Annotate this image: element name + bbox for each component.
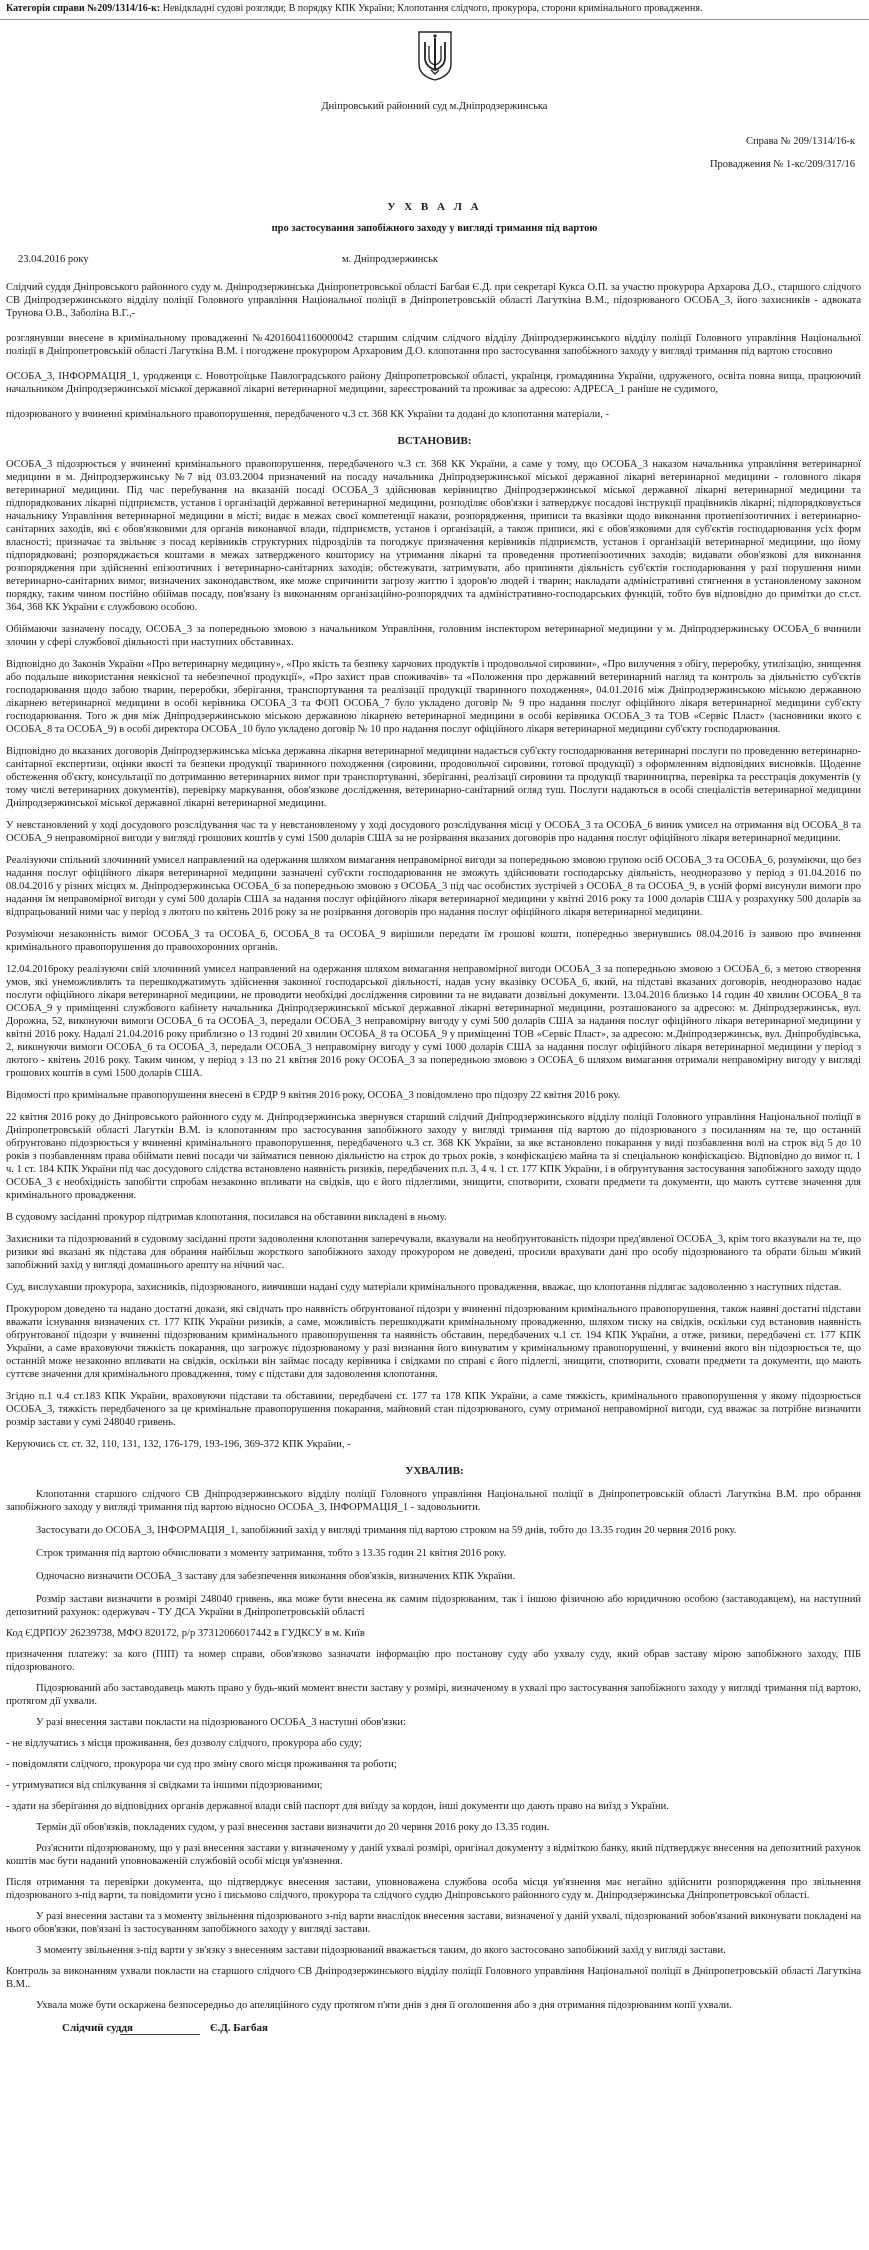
signature-name: Є.Д. Багбая — [210, 2022, 268, 2034]
body-paragraph: Розуміючи незаконність вимог ОСОБА_3 та ОСОБА_6, ОСОБА_8 та ОСОБА_9 вирішили передати їм грошові кошти, попередньо звернувшись 08.04.2016 із заявою про вчинення кримінального правопорушення до правоохоронних органів. — [6, 929, 861, 953]
intro-paragraph: Слідчий суддя Дніпровського районного суду м. Дніпродзержинська Дніпропетровської області Багбая Є.Д. при секретарі Кукса О.П. за участю прокурора Архарова Д.О., старшого слідчого СВ Дніпродзержинського відділу поліції Головного управління Національної поліції в Дніпропетровській області Лагуткіна В.М., підозрюваного ОСОБА_3, його захисників - адвоката Трунова О.В., Заболіна В.Г.,- — [6, 282, 861, 319]
signature-line — [120, 2034, 200, 2035]
body-paragraph: ОСОБА_3 підозрюється у вчиненні кримінального правопорушення, передбаченого ч.3 ст. 368 КК України, а саме у тому, що ОСОБА_3 наказом начальника управління ветеринарної медицини в м. Дніпродзержинську №7 від 03.03.2004 призначений на посаду начальника Дніпродзержинської міської державної лікарні ветеринарної медицини - головного лікаря ветеринарної медицини. Під час перебування на вказаній посаді ОСОБА_3 здійснював керівництво Дніпродзержинської міської державної лікарні ветеринарної медицини та підпорядкованих лікарні підприємств, установ і організацій державної ветеринарної медицини, розподіляє обов'язки і затверджує посадові інструкції працівників лікарні; підпорядковується начальнику Управління ветеринарної медицини в місті; видає в межах своєї компетенції накази, розпорядження, приписи та вказівки щодо виконання протиепізоотичних і ветеринарно-санітарних заходів, які є обов'язковими для органів виконавчої влади, підприємств, установ і організацій, а також приписи, які є обов'язковими для суб'єктів господарювання усіх форм власності; призначає та звільняє з посад керівників структурних підрозділів та погоджує призначення керівників підприємств, установ і організацій ветеринарної медицини, що йому підпорядковані; розпоряджається коштами в межах затвердженого кошторису на утримання лікарні та проведення протиепізоотичних заходів; видавати обов'язкові для виконання розпорядження при здійсненні епізоотичних і ветеринарно-санітарних заходів; обстежувати, затримувати, або припиняти діяльність суб'єктів господарювання у разі порушення ними ветеринарно-санітарних вимог, визначених законодавством, яке може спричинити загрозу життю і здоров'ю людей і тварин; накладати адміністративні стягнення в установленому законом порядку, таким чином постійно обіймав посаду, пов'язану із виконанням організаційно-розпорядчих та адміністративно-господарських функцій, тобто був відповідно до примітки до ст.ст. 364, 368 КК України є службовою особою. — [6, 459, 861, 613]
ruling-paragraph: Застосувати до ОСОБА_3, ІНФОРМАЦІЯ_1, запобіжний захід у вигляді тримання під вартою строком на 59 днів, тобто до 13.35 годин 20 червня 2016 року. — [36, 1525, 737, 1536]
case-number: Справа № 209/1314/16-к — [746, 136, 855, 147]
court-name: Дніпровський районний суд м.Дніпродзержинська — [321, 101, 548, 112]
suspect-paragraph: ОСОБА_3, ІНФОРМАЦІЯ_1, уродженця с. Новотроїцьке Павлоградського району Дніпропетровської області, українця, громадянина України, одруженого, освіта повна вища, працюючий начальником Дніпродзержинської міської державної лікарні ветеринарної медицини, зареєстрований та проживає за адресою: АДРЕСА_1 раніше не судимого, — [6, 371, 861, 395]
ruling-paragraph: Термін дії обов'язків, покладених судом, у разі внесення застави визначити до 20 червня 2016 року до 13.35 годин. — [36, 1822, 550, 1833]
ruling-paragraph: призначення платежу: за кого (ПІП) та номер справи, обов'язково зазначати інформацію про постанову суду або ухвалу суду, який обрав заставу мірою запобіжного заходу, ПІБ підозрюваного. — [6, 1649, 861, 1673]
category-line — [0, 0, 869, 20]
ruling-paragraph: Ухвала може бути оскаржена безпосередньо до апеляційного суду протягом п'яти днів з дня її оголошення або з дня отримання підозрюваним копії ухвали. — [36, 2000, 732, 2011]
established-heading: ВСТАНОВИВ: — [397, 435, 472, 447]
ruling-paragraph: Контроль за виконанням ухвали покласти на старшого слідчого СВ Дніпродзержинського відділу поліції Головного управління Національної поліції в Дніпропетровській області Лагуткіна В.М.. — [6, 1966, 861, 1990]
ruling-date: 23.04.2016 року — [18, 254, 89, 265]
body-paragraph: Відомості про кримінальне правопорушення внесені в ЄРДР 9 квітня 2016 року, ОСОБА_3 повідомлено про підозру 22 квітня 2016 року. — [6, 1090, 621, 1101]
proceeding-number: Провадження № 1-кс/209/317/16 — [709, 159, 855, 170]
ruling-paragraph: Розмір застави визначити в розмірі 248040 гривень, яка може бути внесена як самим підозрюваним, так і іншою фізичною або юридичною особою (заставодавцем), на наступний депозитний рахунок: одержувач - ТУ ДСА України в Дніпропетровській області — [6, 1594, 861, 1618]
body-paragraph: Обіймаючи зазначену посаду, ОСОБА_3 за попередньою змовою з начальником Управління, головним інспектором ветеринарної медицини у м. Дніпродзержинську ОСОБА_6 вчинили злочин у сфері службової діяльності при наступних обставинах. — [6, 624, 861, 648]
category-label: Категорія справи №209/1314/16-к: — [6, 3, 161, 14]
ruling-paragraph: Після отримання та перевірки документа, що підтверджує внесення застави, уповноважена службова особа місця ув'язнення має негайно здійснити розпорядження про звільнення підозрюваного з-під варти, та повідомити усно і письмово слідчого, прокурора та слідчого суддю Дніпровського районного суду м. Дніпродзержинська Дніпропетровської області. — [6, 1877, 861, 1901]
ruling-paragraph: Одночасно визначити ОСОБА_3 заставу для забезпечення виконання обов'язків, визначених КПК України. — [36, 1571, 516, 1582]
body-paragraph: Прокурором доведено та надано достатні докази, які свідчать про наявність обґрунтованої підозри у вчиненні підозрюваним кримінального правопорушення, також наявні достатні підстави вважати існування визначених ст. 177 КПК України ризиків, а саме, можливість перешкоджати кримінальному провадженню, шляхом тиску на свідків, оскільки суд встановив наявність обґрунтованої підозри у вчиненні підозрюваним кримінального правопорушення та наявність обставин, передбачених ч.1 ст. 194 КПК України, а отже, ризики, передбачені ст. 177 КПК України, а саме враховуючи тяжкість покарання, що загрожує підозрюваному у разі визнання його винуватим у кримінальному правопорушенні, у вчиненні якого він підозрюється те, що останній може незаконно впливати на свідків, оскільки він займає посаду керівника і свідками по справі є його підлеглі, знищити, спотворити, сховати предмети та документи, що мають суттєве значення для кримінального провадження, тому є підстави для задоволення клопотання. — [6, 1304, 861, 1380]
ruling-subtitle: про застосування запобіжного заходу у вигляді тримання під вартою — [271, 223, 598, 234]
ruling-paragraph: У разі внесення застави та з моменту звільнення підозрюваного з-під варти внаслідок внесення застави, визначеної у даній ухвалі, підозрюваний зобов'язаний виконувати покладені на нього обов'язки, пов'язані із застосуванням запобіжного заходу у вигляді застави. — [6, 1911, 861, 1935]
ruling-paragraph: Строк тримання під вартою обчислювати з моменту затримання, тобто з 13.35 годин 21 квітня 2016 року. — [36, 1548, 507, 1559]
ruling-paragraph: У разі внесення застави покласти на підозрюваного ОСОБА_3 наступні обов'язки: — [36, 1717, 406, 1728]
ruling-paragraph: Клопотання старшого слідчого СВ Дніпродзержинського відділу поліції Головного управління Національної поліції в Дніпропетровській області Лагуткіна В.М. про обрання запобіжного заходу у вигляді тримання під вартою відносно ОСОБА_3, ІНФОРМАЦІЯ_1 - задовольнити. — [6, 1489, 861, 1513]
body-paragraph: 22 квітня 2016 року до Дніпровського районного суду м. Дніпродзержинська звернувся старший слідчий Дніпродзержинського відділу поліції Головного управління Національної поліції в Дніпропетровській області Лагуткін В.М. із клопотанням про застосування запобіжного заходу у вигляді тримання під вартою до підозрюваного з посиланням на те, що останній обґрунтовано підозрюється у вчиненні кримінального правопорушення, передбаченого ч.3 ст. 368 КК України, за яке встановлено покарання у виді позбавлення волі на строк від 5 до 10 років з позбавленням права обіймати певні посади чи займатися певною діяльністю на строк до трьох років, з конфіскацією майна та зі спеціальною конфіскацією. Відповідно до вимог п. 1 ч. 1 ст. 184 КПК України під час досудового слідства встановлено наявність ризиків, передбачених п.п. 3, 4 ч. 1 ст. 177 КПК України, і в обґрунтування застосування запобіжного заходу щодо ОСОБА_3 є необхідність запобігти спробам незаконно впливати на свідків, що є його підлеглими, знищити, спотворити, сховати предмети та документи, що мають суттєве значення для кримінального провадження. — [6, 1112, 861, 1201]
ukraine-coat-of-arms-icon — [417, 30, 453, 82]
category-text: Невідкладні судові розгляди; В порядку КПК України; Клопотання слідчого, прокурора, сторони кримінального провадження. — [160, 3, 703, 14]
body-paragraph: Згідно п.1 ч.4 ст.183 КПК України, враховуючи підстави та обставини, передбачені ст. 177 та 178 КПК України, а саме тяжкість, кримінального правопорушення у якому підозрюється ОСОБА_3, тяжкість передбаченого за це кримінальне правопорушення покарання, майновий стан підозрюваного, суму отриманої неправомірної вигоди, суд вважає за потрібне визначити розмір застави у сумі 248040 гривень. — [6, 1391, 861, 1428]
body-paragraph: Відповідно до Законів України «Про ветеринарну медицину», «Про якість та безпеку харчових продуктів і продовольчої сировини», «Про вилучення з обігу, переробку, утилізацію, знищення або подальше використання неякісної та небезпечної продукції», «Про захист прав споживачів» та «Положення про державний ветеринарний нагляд та контроль за діяльністю суб'єктів господарювання щодо забою тварин, переробки, зберігання, транспортування та реалізації продукції тваринного походження», 04.01.2016 між Дніпродзержинською міською державною лікарнею ветеринарної медицини в особі керівника ОСОБА_3 та ФОП ОСОБА_7 було укладено договір № 9 про надання послуг офіційного лікаря ветеринарної медицини суб'єкту господарювання. Того ж дня між Дніпродзержинською міською державною лікарнею ветеринарної медицини в особі керівника ОСОБА_3 та ТОВ «Сервіс Пласт» (засновники якого є ОСОБА_8 та ОСОБА_9) в особі директора ОСОБА_10 було укладено договір № 10 про надання послуг офіційного лікаря ветеринарної медицини суб'єкту господарювання. — [6, 659, 861, 735]
considered-paragraph: розглянувши внесене в кримінальному провадженні №42016041160000042 старшим слідчим слідчого відділу Дніпродзержинського відділу поліції Головного управління Національної поліції в Дніпропетровській області Лагуткіна В.М. і погоджене прокурором Архаровим Д.О. клопотання про застосування запобіжного заходу у вигляді тримання під вартою стосовно — [6, 333, 861, 357]
obligation-item: - здати на зберігання до відповідних органів державної влади свій паспорт для виїзду за кордон, інші документи що дають право на виїзд з України. — [6, 1801, 669, 1812]
obligation-item: - не відлучатись з місця проживання, без дозволу слідчого, прокурора або суду; — [6, 1738, 362, 1749]
ruling-paragraph: Роз'яснити підозрюваному, що у разі внесення застави у визначеному у даній ухвалі розмірі, оригінал документу з відміткою банку, який підтверджує внесення на депозитний рахунок коштів має бути наданий уповноваженій службовій особі місця ув'язнення. — [6, 1843, 861, 1867]
signature-role: Слідчий суддя — [62, 2022, 133, 2034]
body-paragraph: 12.04.2016року реалізуючи свій злочинний умисел направлений на одержання шляхом вимагання неправомірної вигоди ОСОБА_3 за попередньою змовою з ОСОБА_6, з метою створення умов, які унеможливлять та перешкоджатимуть здійснення законної господарської діяльності, надав усну вказівку ОСОБА_6, який, на підставі вказаних договорів, неодноразово надає послуги офіційного лікаря ветеринарної медицини, не проводити необхідні дослідження сировини та не видавати дозвільні документи. 13.04.2016 близько 14 годин 40 хвилин ОСОБА_8 та ОСОБА_9 у приміщенні службового кабінету начальника Дніпродзержинської міської державної лікарні ветеринарної медицини, розташованого за адресою: м. Дніпродзержинськ, вул. Дорожна, 52, виконуючи вимоги ОСОБА_6 та ОСОБА_3, передали ОСОБА_3 неправомірну вигоду у сумі 500 доларів США за надання послуг офіційного лікаря ветеринарної медицини у квітні 2016 року. Надалі 21.04.2016 року приблизно о 13 годині 20 хвилин ОСОБА_8 та ОСОБА_9 у приміщенні ТОВ «Сервіс Пласт», за адресою: м.Дніпродзержинськ, вул. Дніпробудівська, 2, виконуючи вимоги ОСОБА_6 та ОСОБА_3, передали ОСОБА_3 неправомірну вигоду у сумі 1000 доларів США за надання послуг офіційного лікаря ветеринарної медицини у період з лютого - квітень 2016 року. Таким чином, у період з 13 по 21 квітня 2016 року ОСОБА_3 за попередньою змовою з ОСОБА_6 шляхом вимагання отримали неправомірну вигоду у вигляді грошових коштів в сумі 1500 доларів США. — [6, 964, 861, 1079]
body-paragraph: Захисники та підозрюваний в судовому засіданні проти задоволення клопотання заперечували, вказували на необґрунтованість підозри пред'явленої ОСОБА_3, крім того вказували на те, що ризики які вказані як підстава для обрання найбільш жорсткого запобіжного заходу прокурором не доведені, просили врахувати дані про особу підозрюваного та обрати більш м'який запобіжний захід у вигляді домашнього арешту на нічний час. — [6, 1234, 861, 1271]
date-line — [0, 253, 869, 267]
body-paragraph: Реалізуючи спільний злочинний умисел направлений на одержання шляхом вимагання неправомірної вигоди за попередньою змовою групою осіб ОСОБА_3 та ОСОБА_6, розуміючи, що без надання послуг офіційного лікаря ветеринарної медицини зазначені суб'єкти господарювання не зможуть здійснювати господарську діяльність, неодноразово у період з 01.04.2016 по 08.04.2016 у різних місцях м. Дніпродзержинська ОСОБА_6 за попередньою змовою з ОСОБА_3 під час особистих зустрічей з ОСОБА_8 та ОСОБА_9, в усній формі висунули вимоги про надання їм неправомірної вигоди у сумі 500 доларів США за надання послуг офіційного лікаря ветеринарної медицини у квітні 2016 року та 1000 доларів США у розрахунку 500 доларів за відпрацьований ними час у період з лютого по квітень 2016 року за не розірвання договорів про надання послуг офіційного лікаря ветеринарної медицини. — [6, 855, 861, 918]
body-paragraph: В судовому засіданні прокурор підтримав клопотання, посилався на обставини викладені в ньому. — [6, 1212, 447, 1223]
suspicion-paragraph: підозрюваного у вчиненні кримінального правопорушення, передбаченого ч.3 ст. 368 КК України та додані до клопотання матеріали, - — [6, 409, 610, 420]
ruling-paragraph: З моменту звільнення з-під варти у зв'язку з внесенням застави підозрюваний вважається таким, до якого застосовано запобіжний захід у вигляді застави. — [36, 1945, 726, 1956]
ruling-paragraph: Підозрюваний або заставодавець мають право у будь-який момент внести заставу у розмірі, визначеному в ухвалі про застосування запобіжного заходу у вигляді тримання під вартою, протягом дії ухвали. — [6, 1683, 861, 1707]
resolved-heading: УХВАЛИВ: — [405, 1465, 464, 1477]
body-paragraph: У невстановлений у ході досудового розслідування час та у невстановленому у ході досудового розслідування місці у ОСОБА_3 та ОСОБА_6 виник умисел на отримання від ОСОБА_8 та ОСОБА_9 неправомірної вигоди у вигляді грошових коштів у сумі 1500 доларів США за не розірвання вказаних договорів про надання послуг офіційного лікаря ветеринарної медицини. — [6, 820, 861, 844]
ruling-title: У Х В А Л А — [387, 201, 482, 213]
body-paragraph: Керуючись ст. ст. 32, 110, 131, 132, 176-179, 193-196, 369-372 КПК України, - — [6, 1439, 351, 1450]
ruling-city: м. Дніпродзержинськ — [342, 254, 438, 265]
obligation-item: - утримуватися від спілкування зі свідками та іншими підозрюваними; — [6, 1780, 323, 1791]
ruling-paragraph: Код ЄДРПОУ 26239738, МФО 820172, р/р 37312066017442 в ГУДКСУ в м. Київ — [6, 1628, 365, 1639]
obligation-item: - повідомляти слідчого, прокурора чи суд про зміну свого місця проживання та роботи; — [6, 1759, 397, 1770]
body-paragraph: Відповідно до вказаних договорів Дніпродзержинська міська державна лікарня ветеринарної медицини надається суб'єкту господарювання ветеринарні послуги по проведенню ветеринарно-санітарної експертизи, оцінки якості та безпеки продукції тваринного походження (сировини, продовольчої сировини, готової продукції) з оформленням відповідних висновків. Щоденне обстеження об'єкту, консультації по дотриманню ветеринарних вимог при транспортуванні, зберіганні, реалізації сировини та продукції тваринництва, перевірка та реєстрація документів (у тому числі ветеринарних документів), перевірку маркування, обов'язкове дослідження, ветеринарно-санітарний огляд туш. Послуги надаються в особі спеціалістів ветеринарної медицини Дніпродзержинської міської державної лікарні ветеринарної медицини. — [6, 746, 861, 809]
body-paragraph: Суд, вислухавши прокурора, захисників, підозрюваного, вивчивши надані суду матеріали кримінального провадження, вважає, що клопотання підлягає задоволенню з наступних підстав. — [6, 1282, 842, 1293]
signature-block — [0, 2022, 869, 2038]
